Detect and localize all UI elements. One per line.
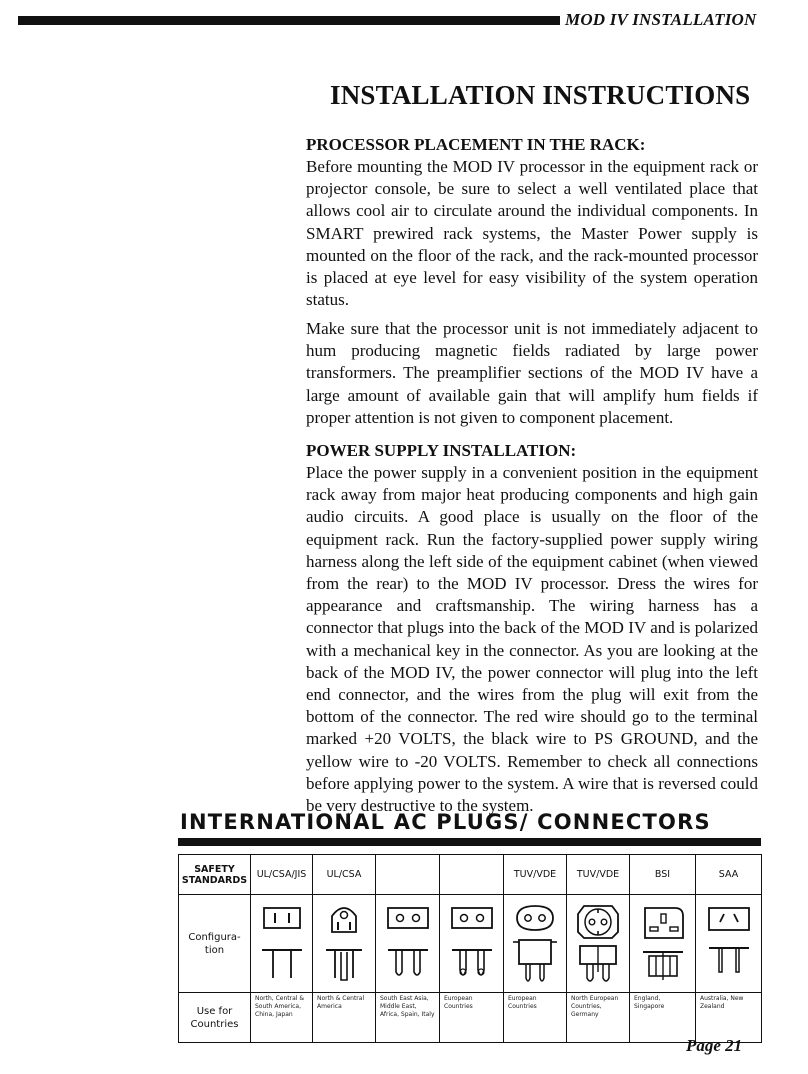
- countries-cell: North, Central & South America, China, Japan: [251, 993, 313, 1043]
- plug-cell: [440, 895, 504, 993]
- countries-label: Use for Countries: [179, 993, 251, 1043]
- countries-cell: Australia, New Zealand: [696, 993, 762, 1043]
- countries-cell: European Countries: [504, 993, 567, 1043]
- standards-row: [179, 855, 762, 895]
- europlug-icon: [507, 898, 563, 990]
- header-rule: [18, 16, 560, 25]
- countries-cell: England, Singapore: [630, 993, 696, 1043]
- plug-table-title: INTERNATIONAL AC PLUGS/ CONNECTORS: [180, 810, 711, 834]
- countries-cell: European Countries: [440, 993, 504, 1043]
- us-flat-2pin-plug-icon: [254, 898, 310, 990]
- countries-cell: North European Countries, Germany: [567, 993, 630, 1043]
- processor-placement-section: [306, 134, 758, 311]
- power-supply-section: [306, 440, 758, 817]
- standard-cell: SAA: [696, 855, 762, 895]
- us-grounded-3pin-plug-icon: [316, 898, 372, 990]
- plug-cell: [567, 895, 630, 993]
- countries-cell: North & Central America: [313, 993, 376, 1043]
- power-supply-heading: POWER SUPPLY INSTALLATION:: [306, 441, 577, 460]
- power-supply-paragraph: Place the power supply in a convenient position in the equipment rack away from major heat producing components and high gain audio circuits. A good place is usually on the floor of the equipment rack. Run the factory-supplied power supply wiring harness along the left side of the equipment cabinet (when viewed from the rear) to the MOD IV processor. Dress the wires for appearance and craftsmanship. The wiring harness has a connector that plugs into the back of the MOD IV and is polarized with a mechanical key in the connector. As you are looking at the back of the MOD IV, the power connector will plug into the left end connector, and the wires from the plug will exit from the bottom of the connector. The red wire should go to the terminal marked +20 VOLTS, the black wire to PS GROUND, and the yellow wire to -20 VOLTS. Remember to check all connections before applying power to the system. A wire that is reversed could be very destructive to the system.: [306, 463, 758, 816]
- standard-cell: [376, 855, 440, 895]
- plug-cell: [696, 895, 762, 993]
- plug-cell: [251, 895, 313, 993]
- au-angled-plug-icon: [701, 898, 757, 990]
- hum-warning-section: [306, 318, 758, 429]
- plug-cell: [313, 895, 376, 993]
- plug-table-rule: [178, 838, 761, 846]
- processor-placement-heading: PROCESSOR PLACEMENT IN THE RACK:: [306, 135, 646, 154]
- schuko-plug-icon: [570, 898, 626, 990]
- plug-table: [178, 854, 762, 1043]
- plug-cell: [376, 895, 440, 993]
- countries-cell: South East Asia, Middle East, Africa, Spain, Italy: [376, 993, 440, 1043]
- standard-cell: UL/CSA: [313, 855, 376, 895]
- standard-cell: [440, 855, 504, 895]
- standard-cell: TUV/VDE: [567, 855, 630, 895]
- page-title: INSTALLATION INSTRUCTIONS: [330, 80, 751, 110]
- page-number: Page 21: [686, 1036, 743, 1055]
- hum-warning-paragraph: Make sure that the processor unit is not immediately adjacent to hum producing magnetic fields radiated by large power transformers. The preamplifier sections of the MOD IV have a large amount of available gain that will amplify hum fields if proper attention is not given to component placement.: [306, 319, 758, 427]
- running-header: MOD IV INSTALLATION: [565, 10, 757, 29]
- standards-label: SAFETY STANDARDS: [179, 855, 251, 895]
- processor-placement-paragraph: Before mounting the MOD IV processor in the equipment rack or projector console, be sure to select a well ventilated place that allows cool air to circulate around the individual components. In SMART prewired rack systems, the Master Power supply is mounted on the floor of the rack, and the rack-mounted processor is placed at eye level for easy visibility of the system operation status.: [306, 157, 758, 310]
- countries-row: [179, 993, 762, 1043]
- standard-cell: BSI: [630, 855, 696, 895]
- standard-cell: TUV/VDE: [504, 855, 567, 895]
- round-2pin-plug-icon: [444, 898, 500, 990]
- uk-3pin-plug-icon: [635, 898, 691, 990]
- standard-cell: UL/CSA/JIS: [251, 855, 313, 895]
- configuration-row: [179, 895, 762, 993]
- plug-cell: [504, 895, 567, 993]
- configuration-label: Configura-tion: [179, 895, 251, 993]
- round-2pin-plug-icon: [380, 898, 436, 990]
- plug-cell: [630, 895, 696, 993]
